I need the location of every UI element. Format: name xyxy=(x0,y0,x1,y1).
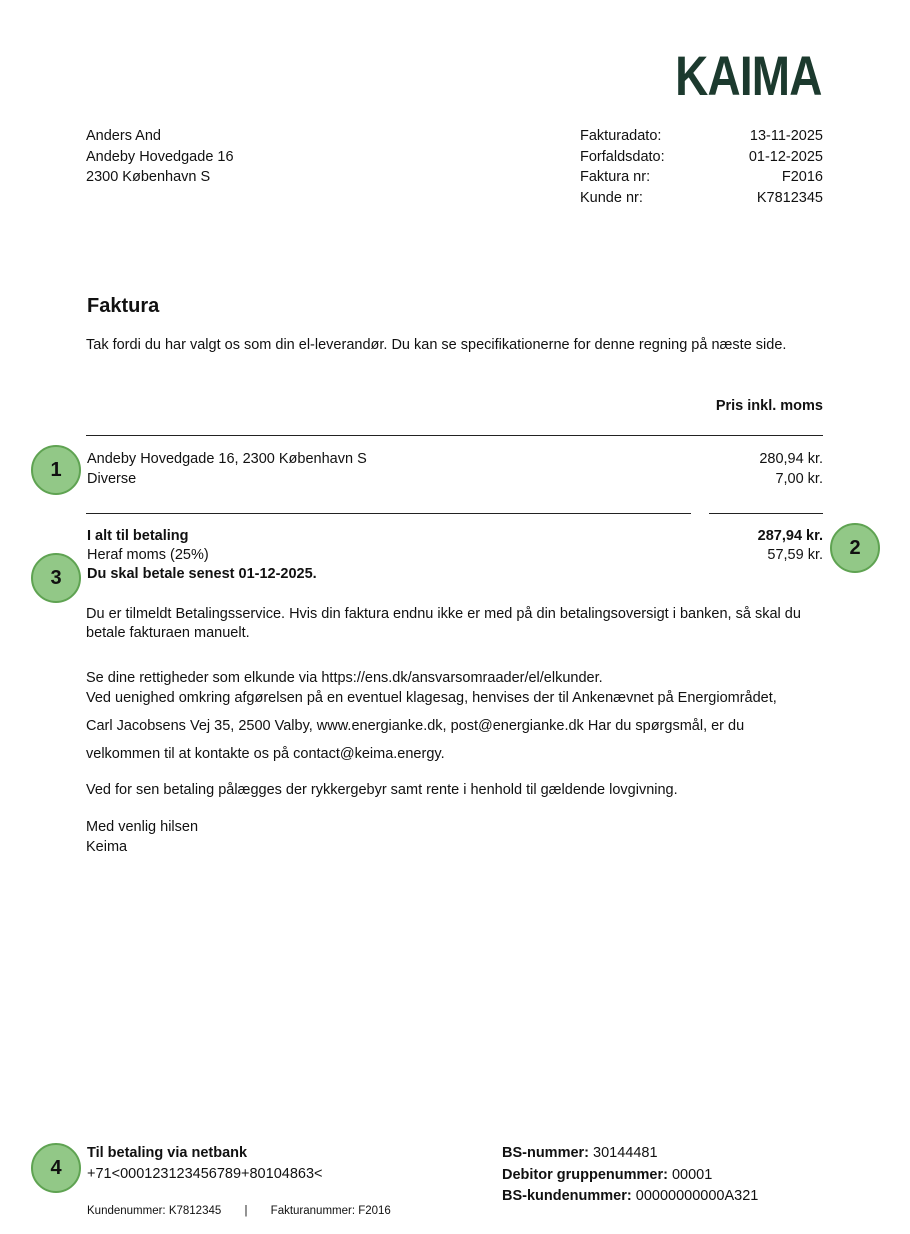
total-row xyxy=(87,527,823,546)
late-fee-text: Ved for sen betaling pålægges der rykkergebyr samt rente i henhold til gældende lovgivning. xyxy=(86,782,678,798)
rights-line-4: velkommen til at kontakte os på contact@keima.energy. xyxy=(86,746,445,762)
line-item-label: Diverse xyxy=(87,471,137,487)
kaima-logo: KAIMA xyxy=(675,44,822,107)
rights-line-2: Ved uenighed omkring afgørelsen på en eventuel klagesag, henvises der til Ankenævnet på Energiområdet, xyxy=(86,690,777,706)
total-amount: 287,94 kr. xyxy=(757,528,823,544)
bs-number-row xyxy=(502,1143,758,1165)
line-item-label: Andeby Hovedgade 16, 2300 København S xyxy=(87,451,367,467)
betalingsservice-text: Du er tilmeldt Betalingsservice. Hvis din faktura endnu ikke er med på din betalingsoversigt i banken, så skal du betale fakturaen manuelt. xyxy=(86,606,801,641)
customer-city: 2300 København S xyxy=(86,169,211,185)
divider-right xyxy=(709,513,823,514)
meta-value: 13-11-2025 xyxy=(749,128,823,144)
netbank-payment xyxy=(87,1143,322,1185)
divider-left xyxy=(86,513,691,514)
divider-top xyxy=(86,435,823,436)
vat-amount: 57,59 kr. xyxy=(767,547,823,563)
meta-value: 01-12-2025 xyxy=(748,148,823,165)
debitor-row xyxy=(502,1165,758,1187)
meta-value: F2016 xyxy=(781,169,823,185)
invoice-meta xyxy=(580,126,823,208)
customer-address xyxy=(86,126,234,188)
badge-1: 1 xyxy=(31,445,81,495)
badge-3: 3 xyxy=(31,553,81,603)
line-item-amount: 7,00 kr. xyxy=(775,471,823,487)
bs-number-label: BS-nummer: xyxy=(502,1145,590,1161)
meta-label: Fakturadato: xyxy=(580,128,662,144)
bs-customer-value: 00000000000A321 xyxy=(635,1188,759,1204)
footer-references xyxy=(87,1205,391,1217)
meta-row-faktura-nr xyxy=(580,167,823,188)
rights-line-1: Se dine rettigheder som elkunde via https://ens.dk/ansvarsomraader/el/elkunder. xyxy=(86,670,603,686)
bs-customer-row xyxy=(502,1186,758,1208)
closing-signature: Keima xyxy=(86,839,128,855)
footer-separator: | xyxy=(244,1205,248,1217)
meta-label: Kunde nr: xyxy=(580,189,643,206)
closing-greeting: Med venlig hilsen xyxy=(86,819,199,835)
due-notice: Du skal betale senest 01-12-2025. xyxy=(87,566,317,582)
total-label: I alt til betaling xyxy=(87,528,189,544)
badge-2: 2 xyxy=(830,523,880,573)
line-item xyxy=(87,449,823,469)
meta-row-forfaldsdato xyxy=(580,147,823,168)
netbank-code: +71<000123123456789+80104863< xyxy=(87,1166,323,1182)
badge-4: 4 xyxy=(31,1143,81,1193)
page-title: Faktura xyxy=(87,295,160,317)
meta-row-fakturadato xyxy=(580,126,823,147)
netbank-title: Til betaling via netbank xyxy=(87,1145,248,1161)
meta-value: K7812345 xyxy=(756,189,823,206)
debitor-value: 00001 xyxy=(671,1166,713,1183)
intro-text: Tak fordi du har valgt os som din el-leverandør. Du kan se specifikationerne for denne regning på næste side. xyxy=(86,337,787,353)
footer-invoice-number: Fakturanummer: F2016 xyxy=(270,1205,391,1217)
line-item-amount: 280,94 kr. xyxy=(759,451,823,467)
vat-label: Heraf moms (25%) xyxy=(87,547,209,563)
line-item xyxy=(87,469,823,489)
rights-line-3: Carl Jacobsens Vej 35, 2500 Valby, www.energianke.dk, post@energianke.dk Har du spørgsmål, er du xyxy=(86,718,745,734)
meta-row-kunde-nr xyxy=(580,188,823,209)
price-column-header: Pris inkl. moms xyxy=(715,398,823,414)
footer-customer-number: Kundenummer: K7812345 xyxy=(87,1205,222,1217)
customer-name: Anders And xyxy=(86,128,161,144)
vat-row xyxy=(87,546,823,565)
bs-details xyxy=(502,1143,758,1208)
meta-label: Forfaldsdato: xyxy=(580,148,665,165)
bs-customer-label: BS-kundenummer: xyxy=(502,1188,632,1204)
debitor-label: Debitor gruppenummer: xyxy=(502,1166,668,1183)
meta-label: Faktura nr: xyxy=(580,169,651,185)
customer-street: Andeby Hovedgade 16 xyxy=(86,148,234,165)
bs-number-value: 30144481 xyxy=(593,1145,658,1161)
